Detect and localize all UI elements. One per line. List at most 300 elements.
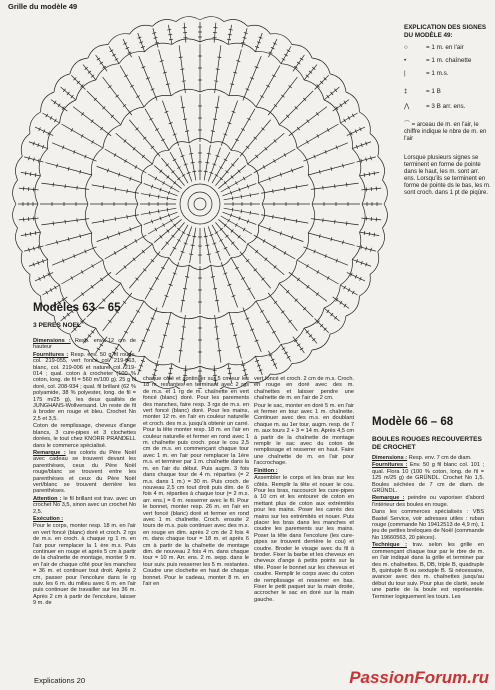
chart-mark (317, 270, 319, 273)
paragraph (33, 423, 136, 449)
chart-mark (149, 288, 152, 290)
legend-item (404, 44, 464, 51)
chart-mark (231, 150, 247, 164)
chart-mark (241, 365, 245, 366)
chart-mark (91, 148, 103, 175)
chart-mark (324, 100, 340, 123)
chart-mark (185, 131, 189, 132)
chart-mark (282, 58, 285, 60)
chart-mark (50, 116, 52, 119)
chart-mark (292, 350, 312, 363)
chart-mark (57, 240, 58, 244)
chart-mark (153, 150, 169, 164)
chart-mark (289, 85, 292, 87)
chart-mark (152, 19, 176, 26)
chart-mark (244, 33, 248, 34)
chart-mark (91, 120, 93, 123)
chart-mark (60, 100, 76, 123)
chart-mark (54, 74, 70, 92)
chart-mark (154, 37, 158, 38)
chart-mark (297, 62, 300, 64)
chart-mark (374, 233, 375, 237)
chart-mark (215, 107, 219, 108)
paragraph-heading: Remarque : (33, 449, 66, 456)
chart-mark (169, 39, 173, 40)
chart-mark (29, 156, 30, 160)
chart-mark (192, 236, 196, 237)
chart-mark (227, 39, 231, 40)
chart-mark (272, 75, 275, 77)
chart-mark (188, 192, 212, 216)
legend-label: = 1 m. chaînette (426, 57, 472, 64)
chart-mark (316, 293, 318, 296)
chart-mark (130, 25, 153, 34)
chart-mark (29, 248, 30, 252)
chart-mark (297, 148, 309, 175)
chart-mark (346, 296, 359, 316)
chart-mark (306, 264, 308, 267)
model-63-column-1 (33, 338, 136, 674)
chart-mark (323, 218, 324, 222)
chart-mark (243, 37, 247, 38)
chart-mark (46, 114, 48, 117)
chart-mark (297, 233, 309, 260)
paragraph-text: Env. 50 g fil blanc col. 101 ; qual. Flora 10 (100 % coton, long. de fil = 125 m/25 g) de GRÜNDL. Crochet No 1,5. Boules séchées de 7 cm de diam. de GRÜNDL. (372, 462, 484, 495)
paragraph-text: Pour le corps, monter resp. 18 m. en l'air en vert foncé (blanc) doré et croch. 2 rgs de m.s. en croch. à chaque rg 1 m. en l'air pour remplacer la 1 ère m.s. Puis continuer en rouge et après 5 cm à partir de la chaînette de montage, monter 9 m. en l'air de chaque côté pour les manches = 36 m. et continuer tout droit. Après 2 cm, passer pour l'encolure dans le rg suiv. les 6 m. du milieu avec 6 m. en l'air puis continuer de travailler sur les 36 m. Après 2 cm à partir de l'encolure, laisser 9 m. de (33, 523, 136, 607)
chart-mark (287, 50, 290, 52)
chart-mark (346, 183, 347, 187)
paragraph (33, 516, 136, 522)
chart-mark (284, 54, 287, 56)
chart-mark (297, 278, 299, 281)
legend-label: = 1 m.s. (426, 70, 449, 77)
chart-mark (103, 219, 104, 223)
chart-mark (215, 300, 219, 301)
paragraph (372, 495, 484, 508)
chart-mark (284, 153, 286, 156)
chart-mark (204, 171, 208, 172)
chart-mark (344, 304, 346, 307)
chart-mark (192, 171, 196, 172)
chart-mark (369, 232, 370, 236)
paragraph-heading: Dimensions : (33, 338, 71, 344)
chart-mark (204, 236, 208, 237)
paragraph-text: Coton de remplissage, cheveux d'ange blancs, 3 cure-pipes et 3 clochettes dorées, le tout chez KNORR PRANDELL dans le commerce spécialisé. (33, 423, 136, 449)
chart-mark (300, 348, 303, 350)
paragraph-text: Assembler le corps et les bras sur les côtés. Remplir la tête et nouer le cou. Pour les bras, raccourcir les cure-pipes à 10 cm et les entourer de coton en mettant plus de coton aux extrémités pour les mains. Poser les carrés des mains sur les extrémités et nouer. Puis placer les bras dans les manches et coudre les parements sur les mains. Poser la tête dans l'encolure (les cure-pipes se trouvent derrière le cou) et coudre. Broder le visage avec du fil à broder. Fixer la barbe et les cheveux en cheveux d'ange à petits points sur la tête. Poser le bonnet sur les cheveux et coudre. Remplir le corps avec du coton de remplissage et resserrer en bas. Fixer le petit paquet sur la main droite, accrocher le sac en doré sur la main gauche. (254, 475, 354, 603)
double-crochet-icon: ‡ (404, 88, 408, 95)
chart-mark (216, 69, 220, 70)
paragraph-text: Resp. env. 50 g fil rouge, col. 219-055, vert foncé col. 219-063, blanc, col. 219-006 et naturel col. 219-014 ; qual. coton à crocheter (100 % coton, long. de fil = 560 m/100 g). 25 g fil doré, col. 208-934 ; qual. fil brillant (62 % polyamide, 38 % polyester, long. de fil = 175 m/25 g), les deux qualités de JUNGHANS-Wollversand. Un reste de fil à broder en rouge et bleu. Crochet No 2,5 et 3,5. (33, 351, 136, 422)
chart-mark (370, 156, 371, 160)
chart-mark (100, 278, 102, 281)
paragraph-heading: Fournitures : (372, 462, 408, 469)
chart-mark (91, 233, 103, 260)
model-66-subtitle: BOULES ROUGES RECOUVERTES DE CROCHET (372, 436, 482, 451)
legend-label: = 1 B (426, 88, 441, 95)
legend-item (404, 70, 449, 77)
paragraph (372, 542, 484, 600)
paragraph-heading: Fournitures : (33, 351, 69, 358)
chart-mark (340, 104, 342, 107)
paragraph-text: le fil brillant est trav. avec un crochet No 3,5, sinon avec un crochet No 2,5. (33, 495, 136, 515)
chart-mark (54, 101, 56, 104)
chart-mark (216, 339, 220, 340)
chart-mark (340, 301, 342, 304)
chart-mark (155, 277, 158, 279)
chart-mark (46, 291, 48, 294)
chart-mark (289, 320, 292, 322)
footer-section: Explications (34, 676, 75, 685)
chart-mark (127, 189, 128, 193)
chart-mark (25, 233, 26, 237)
chart-mark (158, 209, 159, 213)
chart-mark (211, 258, 231, 267)
chart-mark (213, 119, 217, 120)
chart-mark (217, 350, 221, 351)
legend-label: = 3 B arr. ens. (426, 103, 466, 110)
chart-mark (232, 208, 233, 212)
chart-mark (179, 57, 183, 58)
chart-mark (21, 134, 30, 157)
chart-mark (121, 283, 144, 301)
chart-mark (224, 19, 248, 26)
chart-mark (281, 311, 284, 313)
chart-mark (181, 300, 185, 301)
model-66-column (372, 455, 484, 673)
chart-mark (335, 220, 336, 224)
chart-mark (33, 158, 34, 162)
chart-mark (229, 301, 256, 313)
chart-mark (207, 254, 211, 255)
paragraph-heading: Exécution : (33, 515, 64, 522)
chart-mark (213, 288, 217, 289)
chart-mark (185, 277, 189, 278)
chart-mark (169, 368, 173, 369)
chart-mark (287, 356, 290, 358)
chart-mark (70, 58, 88, 74)
chart-mark (180, 69, 184, 70)
chart-mark (176, 17, 200, 22)
chart-mark (312, 58, 330, 74)
chart-mark (141, 225, 152, 244)
grille-title: Grille du modèle 49 (8, 2, 78, 11)
chart-mark (306, 140, 308, 143)
chart-mark (112, 54, 115, 56)
chart-mark (189, 153, 193, 154)
model-63-column-2 (143, 376, 249, 674)
chart-mark (183, 119, 187, 120)
chart-mark (366, 247, 367, 251)
chart-mark (232, 196, 233, 200)
chart-mark (274, 104, 277, 106)
chart-mark (181, 107, 185, 108)
model-63-column-3 (254, 376, 354, 674)
legend-item (404, 88, 441, 95)
chart-mark (272, 331, 275, 333)
chart-mark (250, 211, 251, 215)
chart-mark (230, 323, 234, 324)
chart-mark (307, 120, 309, 123)
chain-stitch-icon: ○ (404, 44, 408, 51)
chart-mark (38, 245, 39, 249)
chart-mark (361, 159, 362, 163)
chart-mark (127, 215, 128, 219)
model-63-text-col2: chaque côté et continuer sur 5 cm sur les 18 m. restantes en terminant avec 2 rgs de m.s. et 1 rg de m. chaînette en vert foncé (blanc) doré. Pour les parements des manches, faire resp. 3 rgs de m.s. en vert foncé (blanc) doré. Pour les mains, monter 12 m. en l'air en couleur naturelle et croch. des m.s. jusqu'à obtenir un carré. Pour la tête monter resp. 18 m. en l'air en couleur naturelle et fermer en rond avec 1 m. chaînette puis croch. pour le cou 2,5 cm de m.s. en commençant chaque tour avec 1 m. en l'air pour remplacer la 1ère m.s. et terminer par 1 m. chaînette dans la m. en l'air du début. Puis augm. 3 fois dans chaque tour de 4 m. réparties (= 2 m.s. dans 1 m.) = 30 m. Puis croch. de nouveau 2,5 cm tout droit puis dim. de 6 fois 4 m. réparties à chaque tour (= 2 m.s. arr. ens.) = 6 m. resserrer avec le fil. Pour le bonnet, monter resp. 26 m. en l'air en vert foncé (blanc) doré et fermer en rond avec 1 m. chaînette. Croch. ensuite 2 tours de m.s. puis continuer avec des m.s. en rouge en dim. après 2 cm de 2 fois 4 m. dans chaque tour = 18 m. et après 6 cm à partir de la chaînette de montage dim. de nouveau 2 fois 4 m. dans chaque tour = 10 m. Arr. ens. 2 m. sepp. dans le tour suiv. puis resserrer les 5 m. restantes. Coudre une clochette en haut de chaque bonnet. Pour le cadeau, monter 8 m. en l'air en (143, 376, 249, 587)
chart-mark (211, 142, 231, 151)
doily-crochet-chart (10, 14, 400, 389)
chart-mark (96, 64, 119, 80)
chart-mark (296, 185, 297, 189)
chart-mark (228, 373, 232, 374)
chart-mark (103, 125, 121, 148)
paragraph (372, 509, 484, 541)
chart-mark (241, 42, 245, 43)
chart-mark (284, 217, 285, 221)
chart-mark (284, 187, 285, 191)
chart-mark (160, 346, 164, 347)
paragraph (33, 523, 136, 606)
chart-mark (191, 162, 195, 163)
chart-mark (281, 328, 304, 344)
chart-mark (200, 17, 224, 22)
chart-mark (168, 373, 172, 374)
page-number: 20 (76, 676, 86, 685)
chart-mark (274, 301, 277, 303)
chart-mark (344, 101, 346, 104)
chart-mark (15, 228, 22, 252)
chart-mark (144, 301, 171, 313)
paragraph-text: Resp. env. 12 cm de hauteur (33, 338, 136, 351)
chart-mark (281, 95, 284, 97)
chart-mark (169, 142, 189, 151)
chart-mark (348, 116, 350, 119)
chart-mark (110, 50, 113, 52)
chart-mark (229, 95, 256, 107)
chart-mark (158, 195, 159, 199)
paragraph (33, 338, 136, 351)
chart-mark (241, 209, 242, 213)
chart-mark (282, 348, 285, 350)
chart-mark (160, 61, 164, 62)
chart-mark (331, 237, 332, 241)
chart-mark (54, 119, 56, 122)
chart-mark (273, 159, 275, 162)
chart-mark (361, 245, 362, 249)
chart-mark (214, 81, 218, 82)
chart-mark (115, 217, 116, 221)
chart-mark (116, 95, 119, 97)
chart-mark (273, 215, 274, 219)
paragraph-text: trav. selon les grille en commençant chaque tour par le rbre de m. en l'air indiqué dans la grille et terminer par des m. chaînettes. B, DB, triple B, quadruple B, quintuple B ou sextuple B. Si nécessaire, avancer avec des m. chaînettes jusqu'au début du tour suiv. Pour plus de clarté, seule une partie de la boule est représentée. Terminer logiquement les tours. Les (372, 542, 484, 600)
paragraph-text: Dans les commerces spécialisés : VBS Bastel Service, voir adresses utiles : ruban rouge (commande No 19412513 de 4,9 m), 1 jeu de petites breloques de Noël (commande No 19660563, 20 pièces). (372, 509, 484, 541)
chart-mark (260, 310, 263, 312)
chart-mark (97, 58, 100, 60)
chart-mark (149, 193, 150, 197)
chart-mark (13, 204, 18, 228)
chart-mark (236, 61, 240, 62)
paragraph (254, 475, 354, 603)
chart-mark (77, 218, 78, 222)
chart-mark (229, 29, 233, 30)
chart-mark (214, 327, 218, 328)
chart-mark (30, 172, 31, 176)
chart-mark (153, 244, 169, 258)
legend-item (404, 103, 465, 110)
chart-mark (54, 286, 56, 289)
chart-mark (53, 221, 54, 225)
paragraph (33, 352, 136, 422)
chart-mark (169, 258, 189, 267)
chart-mark (211, 277, 215, 278)
chart-mark (205, 162, 209, 163)
legend-label: = 1 m. en l'air (426, 44, 464, 51)
chart-mark (297, 127, 299, 130)
chart-mark (231, 244, 247, 258)
slip-stitch-icon: • (404, 57, 407, 64)
chart-mark (50, 288, 52, 291)
chart-mark (233, 335, 237, 336)
paragraph-heading: Dimensions : (372, 455, 408, 461)
chart-mark (352, 291, 354, 294)
chart-mark (369, 172, 370, 176)
paragraph (254, 468, 354, 474)
chart-mark (167, 29, 171, 30)
chart-mark (370, 248, 371, 252)
paragraph-text: les coloris du Père Noël avec cadeau se trouvent devant les parenthèses, ceux du Père Noël rouge/blanc se trouvent entre les parenthèses et ceux du Père Noël vert/blanc se trouvent derrière les parenthèses. (33, 449, 136, 495)
chart-mark (53, 183, 54, 187)
chart-mark (65, 220, 66, 224)
chart-mark (312, 334, 330, 350)
chart-mark (144, 95, 171, 107)
chart-mark (38, 159, 39, 163)
chart-mark (33, 247, 34, 251)
chart-mark (57, 164, 58, 168)
chart-mark (65, 184, 66, 188)
paragraph (33, 496, 136, 515)
chart-mark (292, 45, 312, 58)
chart-mark (331, 167, 332, 171)
triple-cluster-icon: ⋀ (404, 103, 410, 110)
chart-mark (317, 134, 319, 137)
chart-mark (130, 321, 133, 323)
chart-mark (346, 92, 359, 112)
chart-mark (279, 260, 297, 283)
chart-mark (284, 251, 286, 254)
chart-mark (15, 156, 22, 180)
chart-mark (100, 127, 102, 130)
paragraph (372, 462, 484, 494)
chart-mark (273, 245, 275, 248)
chart-mark (374, 171, 375, 175)
chart-mark (115, 187, 116, 191)
chart-mark (370, 252, 379, 275)
chart-mark (81, 112, 83, 115)
chart-mark (247, 288, 250, 290)
chart-mark (297, 344, 300, 346)
chart-mark (182, 81, 186, 82)
chart-mark (327, 128, 329, 131)
page-footer (34, 676, 85, 685)
chart-mark (136, 310, 139, 312)
chart-mark (35, 173, 36, 177)
chart-mark (152, 33, 156, 34)
chart-mark (103, 185, 104, 189)
chart-mark (266, 321, 269, 323)
chart-mark (335, 184, 336, 188)
arc-icon: ⌒ (404, 122, 412, 128)
chart-mark (370, 134, 379, 157)
paragraph (254, 376, 354, 402)
chart-mark (324, 285, 340, 308)
chart-mark (228, 34, 232, 35)
chart-mark (247, 225, 258, 244)
single-crochet-icon: | (404, 70, 406, 77)
chart-mark (179, 350, 183, 351)
model-63-title: Modèles 63 – 65 (33, 302, 121, 314)
chart-mark (247, 164, 258, 183)
chart-mark (103, 260, 121, 283)
chart-mark (167, 196, 168, 200)
chart-mark (243, 370, 247, 371)
chart-mark (168, 34, 172, 35)
paragraph-text: Pour le sac, monter en doré 5 m. en l'air et fermer en tour avec 1 m. chaînette. Continuer avec des m.s. en doublant chaque m. au 1er tour, augm. resp. de 7 m. aux tours 2 + 3 = 14 m. Après 4,5 cm à partir de la chaînette de montage remplir le sac avec du coton de remplissage et resserrer en haut. Faire une chaînette de m. en l'air pour l'accrochage. (254, 402, 354, 467)
paragraph-heading: Finition : (254, 467, 278, 474)
chart-mark (344, 119, 346, 122)
legend-title: EXPLICATION DES SIGNES DU MODÈLE 49: (404, 24, 487, 39)
chart-mark (189, 254, 193, 255)
paragraph-text: Resp. env. 7 cm de diam. (408, 455, 472, 461)
paragraph-heading: Remarque : (372, 495, 405, 502)
chart-mark (316, 112, 318, 115)
chart-mark (248, 25, 271, 34)
chart-mark (121, 107, 144, 125)
legend-multi-note: Lorsque plusieurs signes se terminent en forme de pointe dans le haut, les m. sont arr. ens. Lorsqu'ils se terminent en forme de pointe ds le bas, les m. sont croch. dans 1 pt de piqûre. (404, 155, 491, 196)
chart-mark (71, 276, 73, 279)
chart-mark (281, 64, 304, 80)
legend-arc-note: ⌒ = arceau de m. en l'air, le chiffre indique le nbre de m. en l'air (404, 122, 487, 142)
chart-mark (364, 231, 365, 235)
chart-mark (364, 173, 365, 177)
chart-mark (236, 346, 240, 347)
chart-mark (35, 231, 36, 235)
chart-mark (319, 170, 320, 174)
paragraph-heading: Attention : (33, 495, 62, 502)
chart-mark (378, 156, 385, 180)
chart-mark (180, 184, 220, 224)
chart-mark (256, 107, 279, 125)
chart-mark (346, 221, 347, 225)
chart-mark (352, 114, 354, 117)
chart-mark (123, 301, 126, 303)
chart-mark (342, 240, 343, 244)
chart-mark (183, 288, 187, 289)
chart-mark (217, 57, 221, 58)
paragraph (372, 455, 484, 461)
chart-mark (25, 171, 26, 175)
chart-mark (323, 186, 324, 190)
chart-mark (382, 180, 387, 204)
chart-mark (250, 193, 251, 197)
chart-mark (124, 331, 127, 333)
legend-item (404, 57, 471, 64)
chart-mark (163, 335, 167, 336)
chart-mark (279, 125, 297, 148)
paragraph-text: vert foncé et croch. 2 cm de m.s. Croch. en rouge en doré avec des m. chaînettes et laisser pendre une chaînette de m. en l'air de 2 cm. (254, 376, 354, 402)
chart-mark (154, 370, 158, 371)
chart-mark (88, 45, 108, 58)
chart-mark (348, 288, 350, 291)
